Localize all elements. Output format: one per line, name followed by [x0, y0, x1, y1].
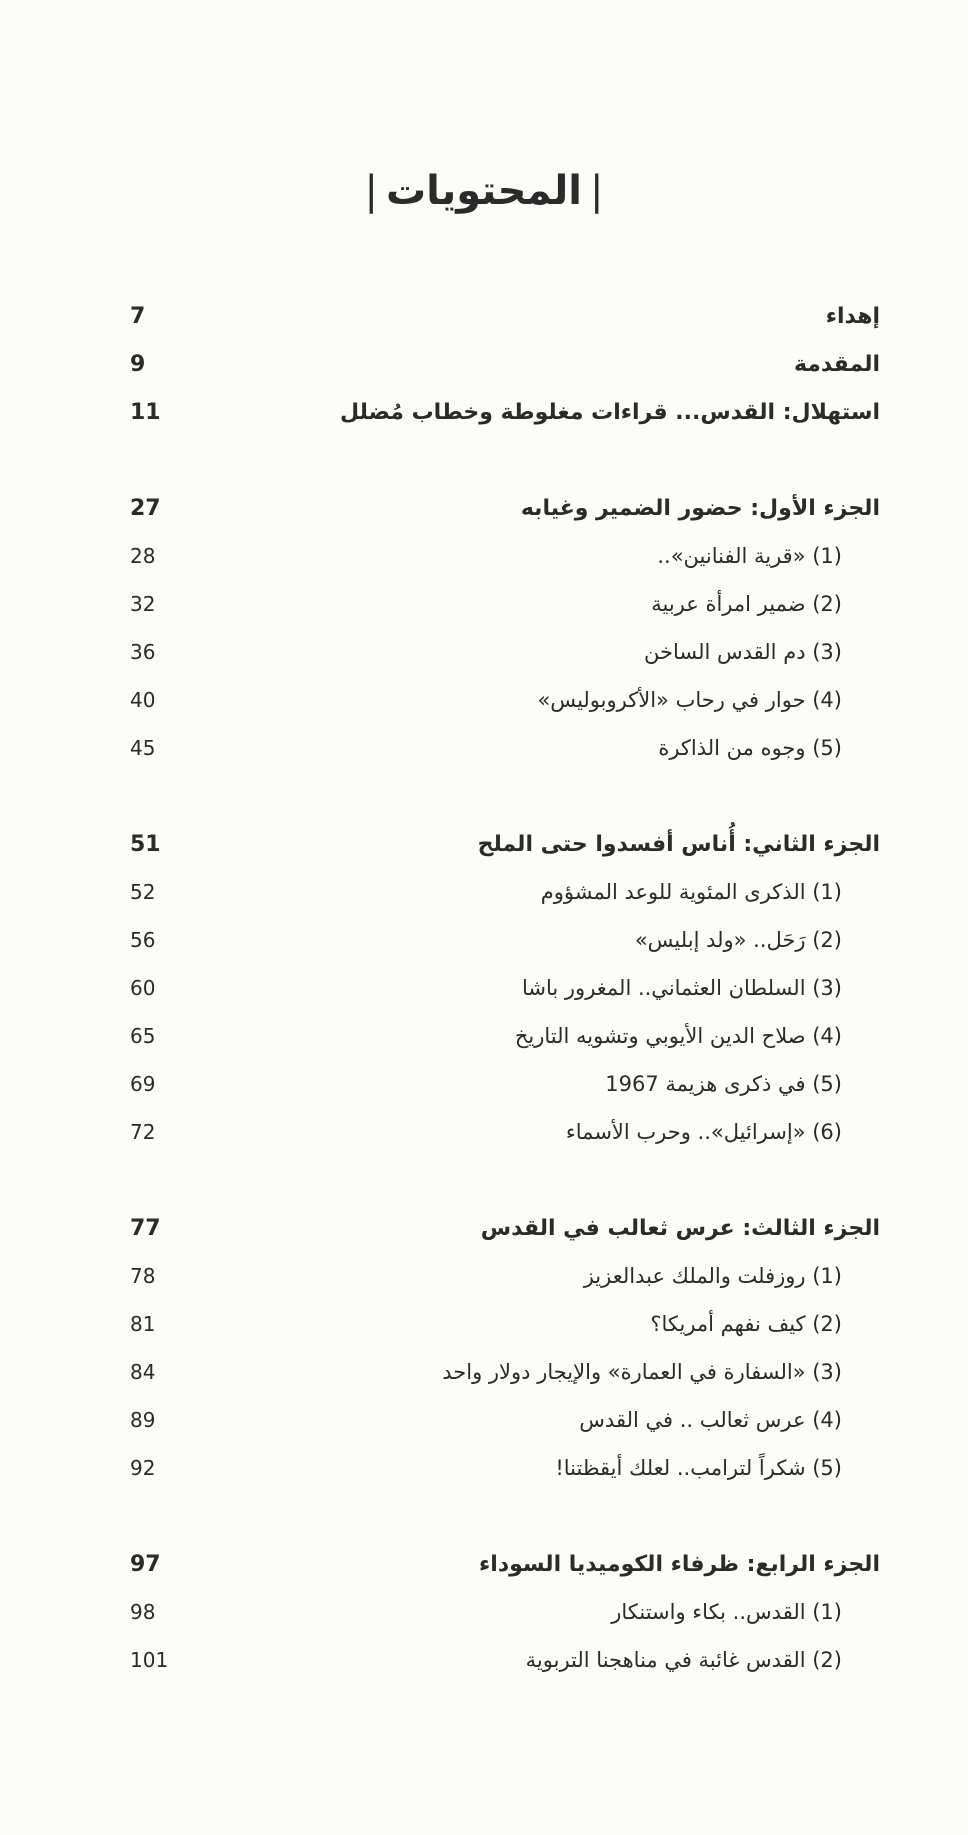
toc-chapter[interactable]: [130, 1304, 880, 1344]
toc-entry-page: 40: [130, 688, 156, 712]
toc-entry-page: 65: [130, 1024, 156, 1048]
toc-chapter[interactable]: [130, 920, 880, 960]
toc-chapter[interactable]: [130, 1112, 880, 1152]
toc-chapter[interactable]: [130, 680, 880, 720]
toc-entry-label: (3) دم القدس الساخن: [644, 640, 842, 664]
toc-entry-page: 28: [130, 544, 156, 568]
toc-chapter[interactable]: [130, 536, 880, 576]
toc-chapter[interactable]: [130, 1016, 880, 1056]
toc-entry-page: 69: [130, 1072, 156, 1096]
toc-entry-label: (1) روزفلت والملك عبدالعزيز: [583, 1264, 842, 1288]
toc-entry-page: 9: [130, 351, 146, 377]
toc-entry-page: 78: [130, 1264, 156, 1288]
toc-entry-label: (2) رَحَل.. «ولد إبليس»: [634, 928, 842, 952]
toc-chapter[interactable]: [130, 872, 880, 912]
toc-entry-dedication[interactable]: [130, 296, 880, 336]
toc-entry-page: 7: [130, 303, 146, 329]
toc-entry-introduction[interactable]: [130, 344, 880, 384]
toc-entry-label: الجزء الثالث: عرس ثعالب في القدس: [480, 1215, 880, 1241]
toc-entry-label: استهلال: القدس... قراءات مغلوطة وخطاب مُضلل: [340, 399, 880, 425]
title-bar-right: |: [590, 168, 604, 214]
toc-chapter[interactable]: [130, 1448, 880, 1488]
toc-entry-label: (1) القدس.. بكاء واستنكار: [611, 1600, 842, 1624]
toc-entry-label: (3) «السفارة في العمارة» والإيجار دولار واحد: [442, 1360, 842, 1384]
toc-entry-page: 27: [130, 495, 161, 521]
toc-entry-page: 92: [130, 1456, 156, 1480]
toc-chapter[interactable]: [130, 968, 880, 1008]
title-bar-left: |: [364, 168, 378, 214]
toc-entry-label: (5) في ذكرى هزيمة 1967: [605, 1072, 842, 1096]
toc-entry-page: 77: [130, 1215, 161, 1241]
toc-entry-page: 11: [130, 399, 161, 425]
toc-entry-label: (4) حوار في رحاب «الأكروبوليس»: [537, 688, 842, 712]
toc-chapter[interactable]: [130, 1256, 880, 1296]
toc-entry-page: 72: [130, 1120, 156, 1144]
toc-chapter[interactable]: [130, 1352, 880, 1392]
toc-chapter[interactable]: [130, 728, 880, 768]
toc-entry-page: 81: [130, 1312, 156, 1336]
toc-entry-label: (1) الذكرى المئوية للوعد المشؤوم: [540, 880, 842, 904]
toc-chapter[interactable]: [130, 1640, 880, 1680]
title-text: المحتويات: [385, 168, 582, 214]
toc-entry-label: (2) ضمير امرأة عربية: [651, 592, 842, 616]
toc-entry-page: 56: [130, 928, 156, 952]
toc-entry-label: (5) وجوه من الذاكرة: [658, 736, 842, 760]
toc-entry-label: (2) القدس غائبة في مناهجنا التربوية: [525, 1648, 842, 1672]
toc-entry-label: (2) كيف نفهم أمريكا؟: [650, 1312, 842, 1336]
toc-entry-page: 60: [130, 976, 156, 1000]
toc-part-2[interactable]: [130, 824, 880, 864]
toc-entry-label: (4) صلاح الدين الأيوبي وتشويه التاريخ: [514, 1024, 842, 1048]
toc-entry-label: الجزء الثاني: أُناس أفسدوا حتى الملح: [477, 831, 880, 857]
toc-part-3[interactable]: [130, 1208, 880, 1248]
toc-entry-label: الجزء الأول: حضور الضمير وغيابه: [520, 495, 880, 521]
toc-entry-page: 84: [130, 1360, 156, 1384]
toc-entry-page: 51: [130, 831, 161, 857]
toc-entry-label: (6) «إسرائيل».. وحرب الأسماء: [565, 1120, 842, 1144]
toc-part-4[interactable]: [130, 1544, 880, 1584]
toc-entry-label: المقدمة: [793, 351, 880, 377]
toc-chapter[interactable]: [130, 1400, 880, 1440]
toc-entry-label: (3) السلطان العثماني.. المغرور باشا: [522, 976, 842, 1000]
toc-entry-page: 97: [130, 1551, 161, 1577]
toc-chapter[interactable]: [130, 1592, 880, 1632]
toc-entry-label: الجزء الرابع: ظرفاء الكوميديا السوداء: [479, 1551, 880, 1577]
toc-entry-label: (1) «قرية الفنانين»..: [657, 544, 842, 568]
toc-entry-prelude[interactable]: [130, 392, 880, 432]
toc-entry-page: 98: [130, 1600, 156, 1624]
toc-entry-label: (5) شكراً لترامب.. لعلك أيقظتنا!: [555, 1456, 842, 1480]
toc-entry-page: 45: [130, 736, 156, 760]
toc-entry-page: 36: [130, 640, 156, 664]
toc-entry-page: 52: [130, 880, 156, 904]
toc-entry-label: (4) عرس ثعالب .. في القدس: [579, 1408, 842, 1432]
toc-part-1[interactable]: [130, 488, 880, 528]
toc-chapter[interactable]: [130, 632, 880, 672]
toc-chapter[interactable]: [130, 584, 880, 624]
toc-entry-label: إهداء: [825, 303, 880, 329]
toc-entry-page: 89: [130, 1408, 156, 1432]
toc-entry-page: 32: [130, 592, 156, 616]
toc-chapter[interactable]: [130, 1064, 880, 1104]
page-title: [0, 168, 968, 214]
toc-entry-page: 101: [130, 1648, 169, 1672]
